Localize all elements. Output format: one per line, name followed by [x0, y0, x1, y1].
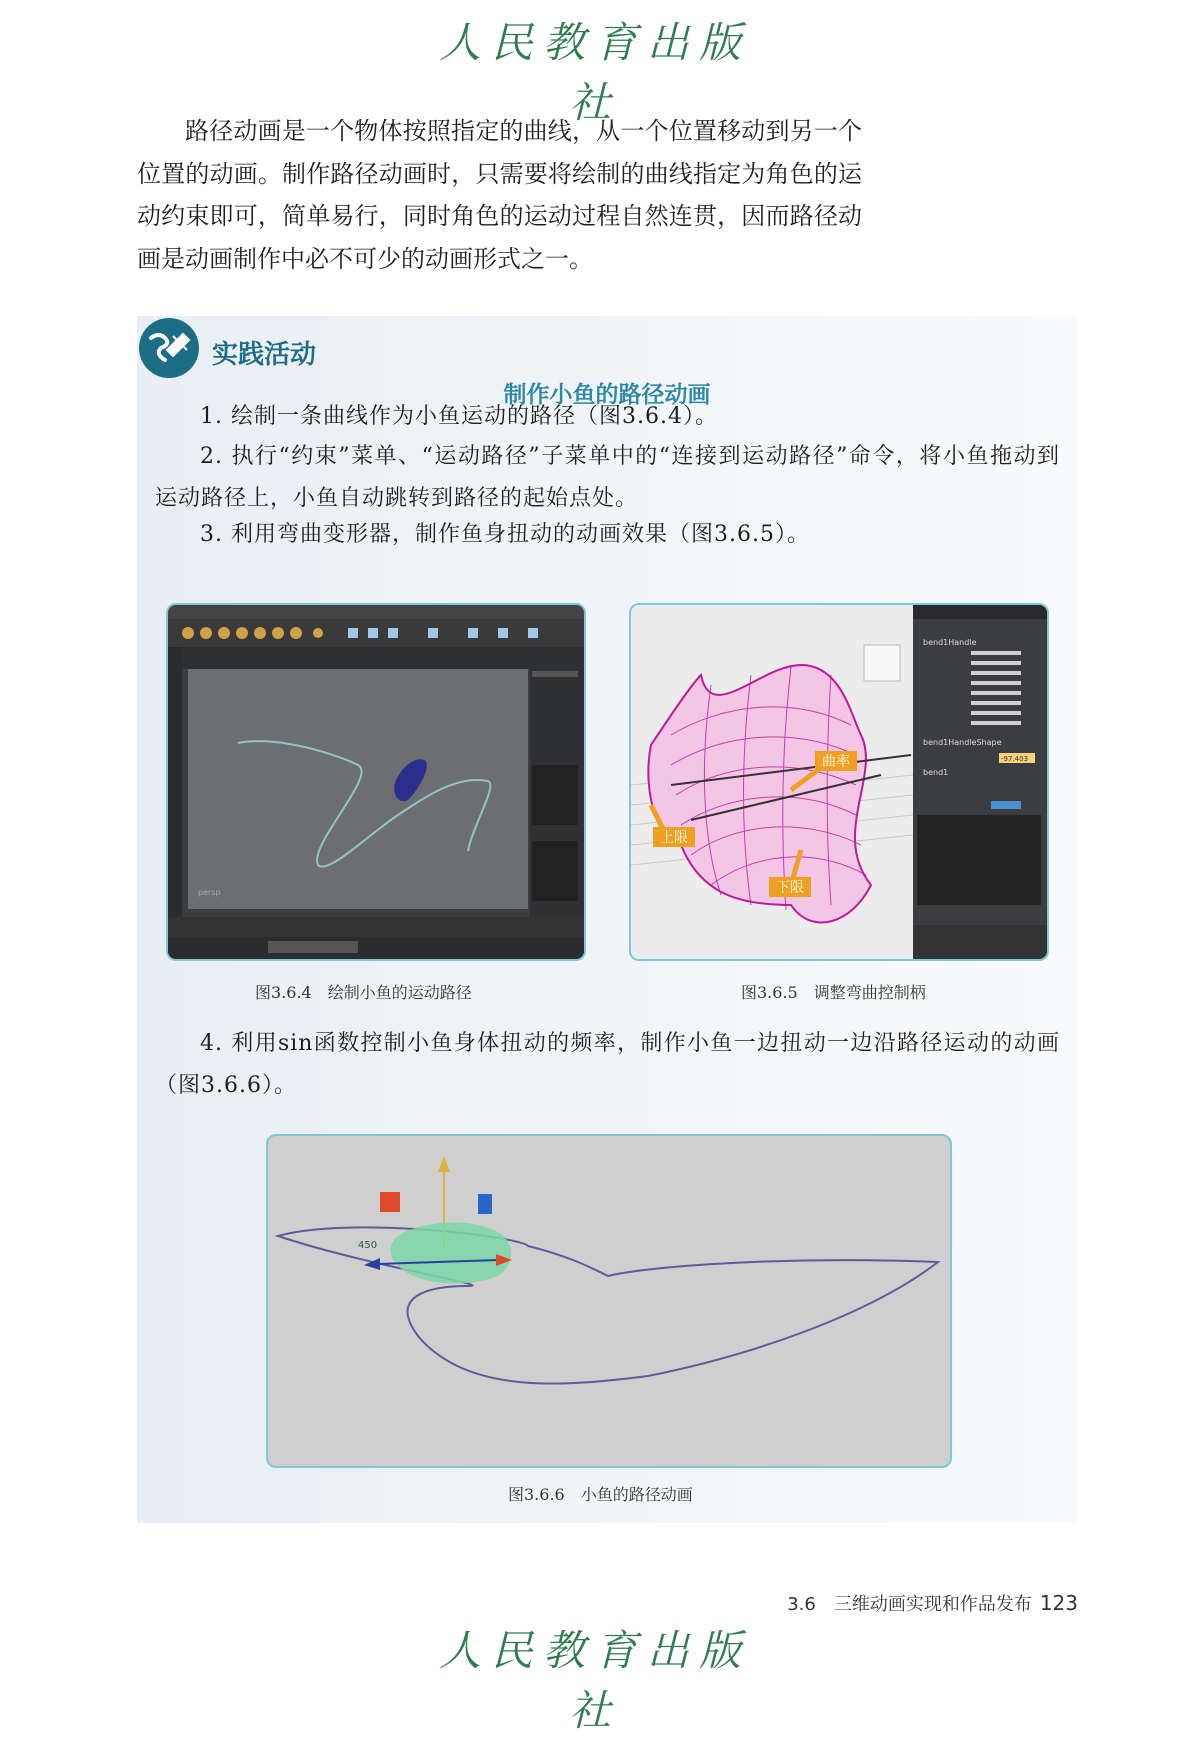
maya-viewport-image	[168, 605, 584, 959]
intro-paragraph: 路径动画是一个物体按照指定的曲线，从一个位置移动到另一个位置的动画。制作路径动画时，只需要将绘制的曲线指定为角色的运动约束即可，简单易行，同时角色的运动过程自然连贯，因而路径动画是动画制作中必不可少的动画形式之一。	[137, 117, 862, 273]
svg-text:persp: persp	[198, 888, 221, 897]
path-animation-image	[268, 1136, 950, 1466]
step-4: 4. 利用sin函数控制小鱼身体扭动的频率，制作小鱼一边扭动一边沿路径运动的动画（图3.6.6）。	[155, 1031, 1060, 1098]
publisher-logo: 人民教育出版社	[438, 18, 751, 127]
figure-3-6-6-caption: 图3.6.6 小鱼的路径动画	[508, 1485, 693, 1504]
panel-curvature-value: -97.403	[1001, 755, 1029, 763]
activity-title: 制作小鱼的路径动画	[503, 382, 711, 408]
bend-deformer-image	[631, 605, 1047, 959]
panel-node-name: bend1Handle	[923, 638, 977, 647]
footer-section-title: 3.6 三维动画实现和作品发布	[787, 1594, 1032, 1615]
figure-3-6-4-caption: 图3.6.4 绘制小鱼的运动路径	[255, 983, 472, 1002]
figure-3-6-5-caption: 图3.6.5 调整弯曲控制柄	[741, 983, 926, 1002]
panel-input-name: bend1	[923, 768, 949, 777]
panel-shape-name: bend1HandleShape	[923, 738, 1002, 747]
publisher-logo-bottom: 人民教育出版社	[438, 1626, 751, 1735]
figure-3-6-4-screenshot	[166, 603, 586, 961]
step-3: 3. 利用弯曲变形器，制作鱼身扭动的动画效果（图3.6.5）。	[200, 522, 810, 547]
page-number: 123	[1039, 1591, 1078, 1615]
upper-limit-label: 上限	[660, 830, 688, 846]
page-footer	[787, 1590, 1078, 1616]
lower-limit-label: 下限	[776, 880, 804, 896]
figure-3-6-6-screenshot	[266, 1134, 952, 1468]
frame-number-label: 450	[358, 1240, 378, 1251]
curvature-label: 曲率	[822, 754, 850, 770]
step-1: 1. 绘制一条曲线作为小鱼运动的路径（图3.6.4）。	[200, 404, 718, 429]
step-2: 2. 执行“约束”菜单、“运动路径”子菜单中的“连接到运动路径”命令，将小鱼拖动到运动路径上，小鱼自动跳转到路径的起始点处。	[155, 444, 1060, 511]
figure-3-6-5-screenshot	[629, 603, 1049, 961]
activity-icon	[137, 316, 201, 380]
activity-heading: 实践活动	[212, 340, 317, 370]
